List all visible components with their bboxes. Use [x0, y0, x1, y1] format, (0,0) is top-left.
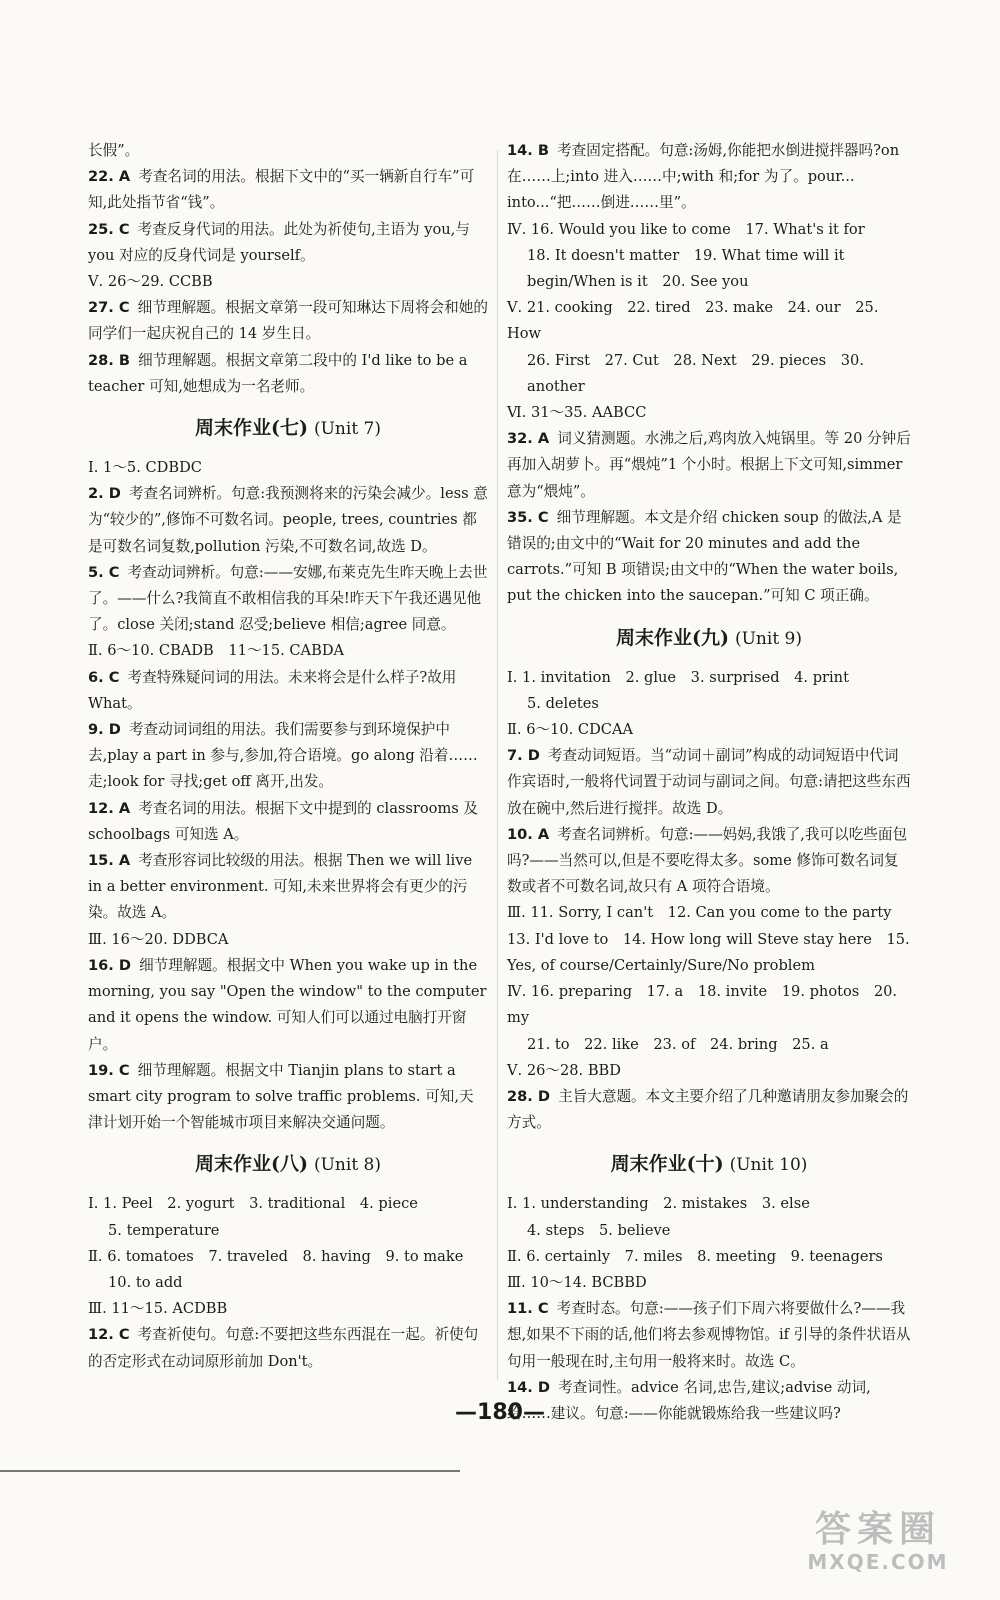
section-title: [88, 1150, 488, 1179]
column-divider: [497, 150, 498, 1380]
answer-text: 考查名词辨析。句意:我预测将来的污染会减少。less 意为“较少的”,修饰不可数名词。people, trees, countries 都是可数名词复数,pollution 污染,不可数名词,故选 D。: [88, 485, 488, 555]
answer-explanation: [88, 665, 488, 717]
answer-text: 长假”。: [88, 142, 140, 159]
answer-text: 5. temperature: [108, 1221, 220, 1239]
answer-text: Ⅰ. 1. Peel 2. yogurt 3. traditional 4. piece: [88, 1195, 418, 1213]
answer-explanation: [507, 1084, 911, 1136]
answer-explanation: [88, 1322, 488, 1374]
answer-text: 考查固定搭配。句意:汤姆,你能把水倒进搅拌器吗?on 在……上;into 进入……中;with 和;for 为了。pour... into...“把……倒进……里”。: [507, 142, 900, 212]
answer-text: Ⅱ. 6. certainly 7. miles 8. meeting 9. teenagers: [507, 1247, 883, 1265]
answer-line: [507, 717, 911, 743]
answer-text: 考查形容词比较级的用法。根据 Then we will live in a better environment. 可知,未来世界将会有更少的污染。故选 A。: [88, 852, 473, 922]
answer-text: 细节理解题。根据文中 Tianjin plans to start a smart city program to solve traffic problems. 可知,天津计划开始一个智能城市项目来解决交通问题。: [88, 1061, 474, 1132]
section-unit: (Unit 7): [313, 419, 381, 440]
answer-text: 考查名词的用法。根据下文中提到的 classrooms 及 schoolbags 可知选 A。: [88, 799, 479, 843]
answer-text: 细节理解题。根据文中 When you wake up in the morning, you say "Open the window" to the computer and it opens the window. 可知人们可以通过电脑打开窗户。: [88, 956, 487, 1053]
answer-text: 细节理解题。根据文章第一段可知琳达下周将会和她的同学们一起庆祝自己的 14 岁生日。: [88, 299, 488, 343]
question-number: 22. A: [88, 168, 131, 186]
answer-text: Ⅰ. 1. understanding 2. mistakes 3. else: [507, 1195, 810, 1213]
answer-line: [507, 217, 911, 243]
answer-explanation: [88, 217, 488, 269]
question-number: 25. C: [88, 220, 130, 238]
answer-line: [88, 1244, 488, 1270]
question-number: 10. A: [507, 825, 550, 843]
answer-line: [507, 1270, 911, 1296]
answer-text: 细节理解题。根据文章第二段中的 I'd like to be a teacher 可知,她想成为一名老师。: [88, 351, 468, 395]
answer-text: Ⅱ. 6～10. CDCAA: [507, 721, 634, 739]
question-number: 12. C: [88, 1326, 130, 1344]
section-unit: (Unit 8): [313, 1155, 381, 1176]
answer-text: 主旨大意题。本文主要介绍了几种邀请朋友参加聚会的方式。: [507, 1087, 909, 1132]
watermark-logo: 答案圈: [814, 1509, 941, 1550]
answer-text: Ⅴ. 26～29. CCBB: [88, 273, 213, 291]
question-number: 16. D: [88, 956, 132, 974]
answer-line: [507, 665, 911, 691]
answer-text: 考查名词的用法。根据下文中的“买一辆新自行车”可知,此处指节省“钱”。: [88, 168, 475, 212]
question-number: 28. B: [88, 351, 131, 369]
question-number: 2. D: [88, 485, 121, 503]
question-number: 19. C: [88, 1061, 130, 1079]
question-number: 12. A: [88, 799, 131, 817]
question-number: 9. D: [88, 721, 121, 739]
question-number: 32. A: [507, 430, 550, 448]
section-title: [88, 414, 488, 443]
answer-explanation: [507, 426, 911, 505]
answer-text: 考查名词辨析。句意:——妈妈,我饿了,我可以吃些面包吗?——当然可以,但是不要吃得太多。some 修饰可数名词复数或者不可数名词,故只有 A 项符合语境。: [507, 825, 908, 896]
section-title: [507, 624, 911, 653]
answer-explanation: [507, 505, 911, 610]
question-number: 28. D: [507, 1087, 551, 1105]
answer-text: 18. It doesn't matter 19. What time will it begin/When is it 20. See you: [527, 246, 845, 291]
answer-explanation: [88, 295, 488, 347]
question-number: 14. D: [507, 1378, 551, 1396]
answer-text: 26. First 27. Cut 28. Next 29. pieces 30. another: [527, 351, 864, 395]
footer-rule: [0, 1470, 460, 1472]
answer-text: Ⅴ. 21. cooking 22. tired 23. make 24. our 25. How: [507, 299, 879, 343]
answer-explanation: [507, 1296, 911, 1375]
answer-text: Ⅰ. 1～5. CDBDC: [88, 459, 202, 477]
answer-line: [88, 638, 488, 664]
answer-explanation: [88, 348, 488, 400]
site-watermark: [778, 1510, 978, 1582]
answer-text: 考查时态。句意:——孩子们下周六将要做什么?——我想,如果不下雨的话,他们将去参观博物馆。if 引导的条件状语从句用一般现在时,主句用一般将来时。故选 C。: [507, 1300, 911, 1370]
answer-text: Ⅲ. 11～15. ACDBB: [88, 1300, 228, 1318]
section-title: [507, 1150, 911, 1179]
answer-line: [507, 348, 911, 400]
answer-text: Ⅲ. 16～20. DDBCA: [88, 930, 229, 948]
answer-text: 考查词性。advice 名词,忠告,建议;advise 动词,给……建议。句意:——你能就锻炼给我一些建议吗?: [507, 1378, 871, 1422]
answer-line: [88, 138, 488, 164]
answer-text: 考查动词辨析。句意:——安娜,布莱克先生昨天晚上去世了。——什么?我简直不敢相信我的耳朵!昨天下午我还遇见他了。close 关闭;stand 忍受;believe 相信;agree 同意。: [88, 563, 488, 634]
question-number: 15. A: [88, 852, 131, 870]
answer-text: 10. to add: [108, 1273, 183, 1291]
answer-text: Ⅲ. 11. Sorry, I can't 12. Can you come to the party 13. I'd love to 14. How long will Steve stay here 15. Yes, of course/Certainly/Sure/No problem: [507, 904, 910, 974]
answer-text: Ⅱ. 6. tomatoes 7. traveled 8. having 9. to make: [88, 1247, 464, 1265]
answer-line: [88, 1218, 488, 1244]
answer-line: [88, 1296, 488, 1322]
section-title-text: 周末作业(七): [194, 417, 308, 440]
answer-line: [507, 243, 911, 295]
section-title-text: 周末作业(八): [194, 1153, 308, 1176]
answer-text: 细节理解题。本文是介绍 chicken soup 的做法,A 是错误的;由文中的“Wait for 20 minutes and add the carrots.”可知 B 项错误;由文中的“When the water boils, put the chicken into the saucepan.”可知 C 项正确。: [507, 508, 902, 605]
page-number: —180—: [455, 1400, 545, 1425]
answer-line: [88, 455, 488, 481]
right-column: [507, 138, 911, 1427]
answer-text: Ⅵ. 31～35. AABCC: [507, 404, 647, 422]
answer-explanation: [507, 743, 911, 822]
question-number: 35. C: [507, 508, 549, 526]
answer-text: 考查反身代词的用法。此处为祈使句,主语为 you,与 you 对应的反身代词是 yourself。: [88, 220, 470, 264]
answer-line: [507, 1218, 911, 1244]
answer-line: [507, 979, 911, 1031]
answer-text: 考查祈使句。句意:不要把这些东西混在一起。祈使句的否定形式在动词原形前加 Don't。: [88, 1326, 479, 1370]
answer-text: Ⅲ. 10～14. BCBBD: [507, 1273, 647, 1291]
question-number: 27. C: [88, 299, 130, 317]
answer-line: [507, 691, 911, 717]
answer-line: [507, 1032, 911, 1058]
answer-text: Ⅳ. 16. Would you like to come 17. What's it for: [507, 220, 865, 238]
watermark-url: MXQE.COM: [807, 1550, 949, 1574]
answer-explanation: [88, 1058, 488, 1137]
question-number: 6. C: [88, 668, 120, 686]
question-number: 7. D: [507, 747, 540, 765]
answer-explanation: [507, 822, 911, 901]
answer-text: 21. to 22. like 23. of 24. bring 25. a: [527, 1035, 829, 1053]
answer-text: 词义猜测题。水沸之后,鸡肉放入炖锅里。等 20 分钟后再加入胡萝卜。再“煨炖”1 个小时。根据上下文可知,simmer 意为“煨炖”。: [507, 430, 911, 500]
answer-explanation: [88, 953, 488, 1058]
section-title-text: 周末作业(九): [615, 626, 729, 649]
answer-line: [507, 1191, 911, 1217]
question-number: 11. C: [507, 1300, 549, 1318]
answer-explanation: [88, 164, 488, 216]
answer-explanation: [88, 796, 488, 848]
answer-line: [88, 1191, 488, 1217]
answer-explanation: [88, 560, 488, 639]
answer-explanation: [88, 848, 488, 927]
section-title-text: 周末作业(十): [610, 1153, 724, 1176]
answer-text: Ⅱ. 6～10. CBADB 11～15. CABDA: [88, 642, 345, 660]
question-number: 14. B: [507, 142, 550, 159]
answer-line: [507, 1058, 911, 1084]
answer-text: Ⅳ. 16. preparing 17. a 18. invite 19. photos 20. my: [507, 983, 898, 1027]
answer-line: [88, 927, 488, 953]
answer-explanation: [507, 138, 911, 217]
answer-line: [507, 900, 911, 979]
answer-line: [88, 269, 488, 295]
answer-text: 4. steps 5. believe: [527, 1221, 671, 1239]
answer-text: 考查动词词组的用法。我们需要参与到环境保护中去,play a part in 参与,参加,符合语境。go along 沿着……走;look for 寻找;get off 离开,出发。: [88, 721, 478, 791]
section-unit: (Unit 10): [729, 1155, 808, 1176]
answer-line: [507, 1244, 911, 1270]
answer-line: [507, 295, 911, 347]
answer-text: 考查特殊疑问词的用法。未来将会是什么样子?故用 What。: [88, 668, 457, 712]
answer-line: [507, 400, 911, 426]
section-unit: (Unit 9): [734, 628, 802, 649]
answer-text: Ⅰ. 1. invitation 2. glue 3. surprised 4. print: [507, 668, 849, 686]
question-number: 5. C: [88, 563, 120, 581]
answer-text: 考查动词短语。当“动词＋副词”构成的动词短语中代词作宾语时,一般将代词置于动词与副词之间。句意:请把这些东西放在碗中,然后进行搅拌。故选 D。: [507, 747, 911, 817]
answer-explanation: [88, 481, 488, 560]
answer-text: Ⅴ. 26～28. BBD: [507, 1061, 621, 1079]
answer-text: 5. deletes: [527, 694, 599, 712]
left-column: [88, 138, 488, 1375]
answer-explanation: [88, 717, 488, 796]
answer-line: [88, 1270, 488, 1296]
